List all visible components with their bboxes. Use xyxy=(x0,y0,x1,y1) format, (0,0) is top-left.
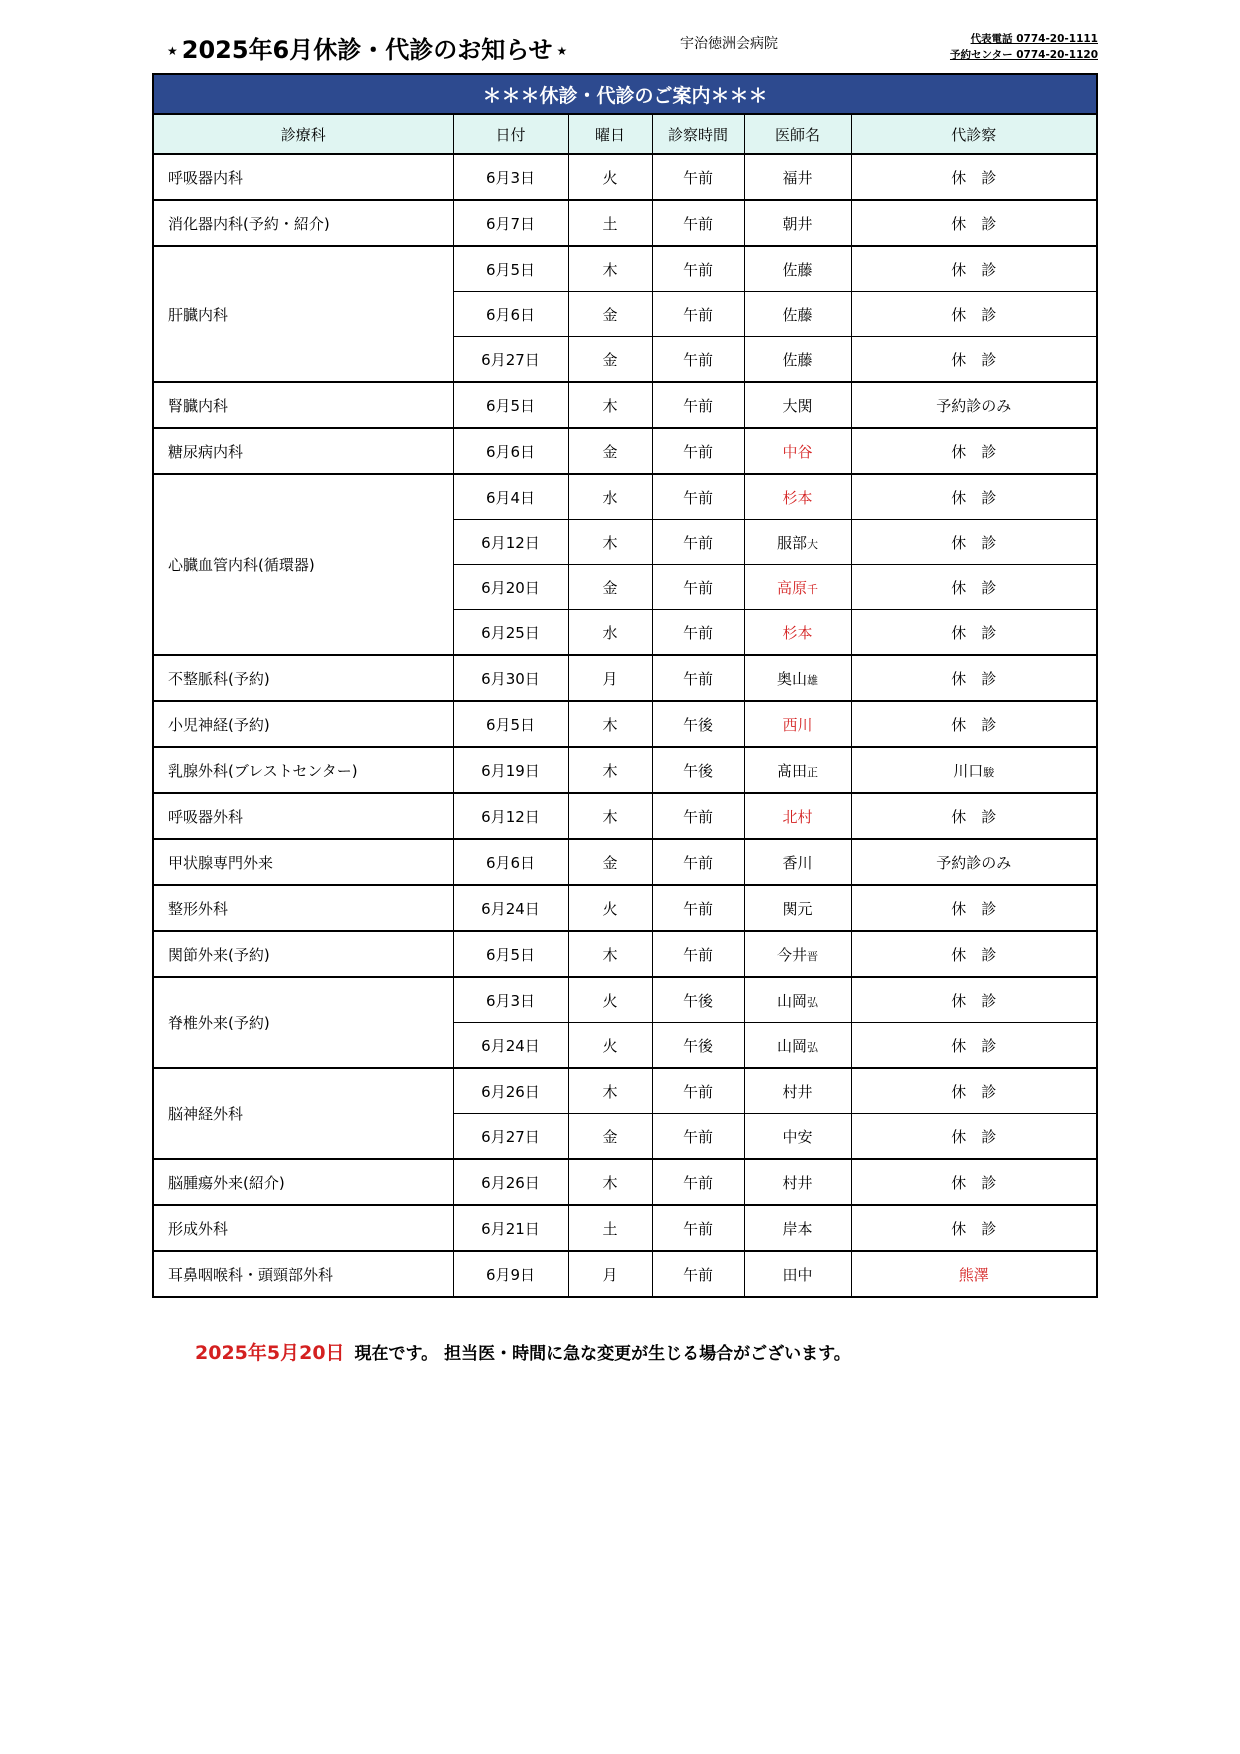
table-row xyxy=(153,154,1097,200)
time-cell: 午前 xyxy=(652,520,744,565)
doctor-cell xyxy=(744,1023,851,1069)
doctor-cell xyxy=(744,701,851,747)
doctor-cell xyxy=(744,793,851,839)
department-cell: 消化器内科(予約・紹介) xyxy=(153,200,453,246)
substitute-text: 予約診のみ xyxy=(936,853,1012,872)
doctor-cell xyxy=(744,292,851,337)
date-cell: 6月6日 xyxy=(453,839,568,885)
department-cell: 乳腺外科(ブレストセンター) xyxy=(153,747,453,793)
substitute-text: 休 診 xyxy=(951,533,997,552)
doctor-cell xyxy=(744,382,851,428)
time-cell: 午前 xyxy=(652,474,744,520)
time-cell: 午前 xyxy=(652,1068,744,1114)
department-cell: 脳腫瘍外来(紹介) xyxy=(153,1159,453,1205)
substitute-cell xyxy=(851,382,1097,428)
doctor-name: 中安 xyxy=(782,1127,813,1146)
table-row xyxy=(153,382,1097,428)
date-cell: 6月5日 xyxy=(453,246,568,292)
doctor-name: 山岡 xyxy=(776,991,807,1010)
time-cell: 午前 xyxy=(652,292,744,337)
substitute-text: 休 診 xyxy=(951,488,997,507)
date-cell: 6月30日 xyxy=(453,655,568,701)
footer-text: 現在です。 担当医・時間に急な変更が生じる場合がございます。 xyxy=(354,1344,851,1364)
date-cell: 6月27日 xyxy=(453,1114,568,1160)
table-row xyxy=(153,655,1097,701)
date-cell: 6月20日 xyxy=(453,565,568,610)
day-cell: 木 xyxy=(568,931,652,977)
day-cell: 水 xyxy=(568,610,652,656)
substitute-text: 休 診 xyxy=(951,623,997,642)
table-row xyxy=(153,246,1097,292)
date-cell: 6月6日 xyxy=(453,292,568,337)
day-cell: 木 xyxy=(568,520,652,565)
date-cell: 6月19日 xyxy=(453,747,568,793)
day-cell: 水 xyxy=(568,474,652,520)
time-cell: 午後 xyxy=(652,701,744,747)
substitute-cell xyxy=(851,931,1097,977)
date-cell: 6月12日 xyxy=(453,793,568,839)
substitute-text: 川口 xyxy=(953,761,984,780)
day-cell: 火 xyxy=(568,977,652,1023)
time-cell: 午前 xyxy=(652,1159,744,1205)
doctor-name: 高原 xyxy=(776,578,807,597)
department-cell: 小児神経(予約) xyxy=(153,701,453,747)
column-header: 診療科 xyxy=(153,114,453,154)
doctor-name: 佐藤 xyxy=(782,350,813,369)
time-cell: 午前 xyxy=(652,839,744,885)
substitute-text: 休 診 xyxy=(951,715,997,734)
doctor-name: 村井 xyxy=(782,1082,813,1101)
doctor-name: 北村 xyxy=(782,807,813,826)
time-cell: 午前 xyxy=(652,931,744,977)
department-cell: 耳鼻咽喉科・頭頸部外科 xyxy=(153,1251,453,1297)
phone-main: 代表電話 0774-20-1111 xyxy=(970,33,1098,45)
substitute-text: 熊澤 xyxy=(958,1265,989,1284)
doctor-cell xyxy=(744,154,851,200)
doctor-cell xyxy=(744,610,851,656)
table-row xyxy=(153,1068,1097,1114)
date-cell: 6月6日 xyxy=(453,428,568,474)
column-header: 診察時間 xyxy=(652,114,744,154)
substitute-text: 休 診 xyxy=(951,168,997,187)
substitute-text: 休 診 xyxy=(951,214,997,233)
schedule-table xyxy=(152,73,1098,1298)
substitute-cell xyxy=(851,565,1097,610)
substitute-cell xyxy=(851,292,1097,337)
department-cell: 脊椎外来(予約) xyxy=(153,977,453,1068)
substitute-cell xyxy=(851,1205,1097,1251)
department-cell: 形成外科 xyxy=(153,1205,453,1251)
table-row xyxy=(153,1251,1097,1297)
doctor-cell xyxy=(744,885,851,931)
date-cell: 6月7日 xyxy=(453,200,568,246)
time-cell: 午前 xyxy=(652,200,744,246)
substitute-text: 休 診 xyxy=(951,442,997,461)
department-cell: 呼吸器外科 xyxy=(153,793,453,839)
day-cell: 金 xyxy=(568,565,652,610)
department-cell: 不整脈科(予約) xyxy=(153,655,453,701)
department-cell: 心臓血管内科(循環器) xyxy=(153,474,453,655)
substitute-cell xyxy=(851,1159,1097,1205)
time-cell: 午前 xyxy=(652,885,744,931)
doctor-cell xyxy=(744,839,851,885)
table-row xyxy=(153,839,1097,885)
doctor-cell xyxy=(744,931,851,977)
day-cell: 金 xyxy=(568,1114,652,1160)
table-row xyxy=(153,428,1097,474)
substitute-text: 休 診 xyxy=(951,1127,997,1146)
day-cell: 金 xyxy=(568,292,652,337)
date-cell: 6月27日 xyxy=(453,337,568,383)
day-cell: 金 xyxy=(568,428,652,474)
date-cell: 6月3日 xyxy=(453,154,568,200)
time-cell: 午前 xyxy=(652,246,744,292)
substitute-text: 休 診 xyxy=(951,578,997,597)
time-cell: 午前 xyxy=(652,1251,744,1297)
substitute-text: 休 診 xyxy=(951,1082,997,1101)
substitute-text: 休 診 xyxy=(951,1036,997,1055)
department-cell: 関節外来(予約) xyxy=(153,931,453,977)
substitute-text: 休 診 xyxy=(951,899,997,918)
department-cell: 脳神経外科 xyxy=(153,1068,453,1159)
doctor-name: 杉本 xyxy=(782,623,813,642)
table-row xyxy=(153,793,1097,839)
date-cell: 6月21日 xyxy=(453,1205,568,1251)
doctor-cell xyxy=(744,200,851,246)
substitute-text: 休 診 xyxy=(951,1173,997,1192)
substitute-cell xyxy=(851,701,1097,747)
day-cell: 火 xyxy=(568,1023,652,1069)
substitute-text: 休 診 xyxy=(951,991,997,1010)
doctor-cell xyxy=(744,1205,851,1251)
doctor-name: 奥山 xyxy=(776,669,807,688)
day-cell: 木 xyxy=(568,793,652,839)
day-cell: 木 xyxy=(568,1068,652,1114)
day-cell: 木 xyxy=(568,747,652,793)
substitute-cell xyxy=(851,154,1097,200)
doctor-cell xyxy=(744,655,851,701)
time-cell: 午前 xyxy=(652,1205,744,1251)
time-cell: 午前 xyxy=(652,793,744,839)
substitute-cell xyxy=(851,885,1097,931)
doctor-initial: 千 xyxy=(807,582,818,596)
table-banner: ＊＊＊休診・代診のご案内＊＊＊ xyxy=(153,74,1097,114)
substitute-cell xyxy=(851,474,1097,520)
day-cell: 火 xyxy=(568,154,652,200)
table-row xyxy=(153,200,1097,246)
time-cell: 午後 xyxy=(652,977,744,1023)
doctor-name: 岸本 xyxy=(782,1219,813,1238)
day-cell: 木 xyxy=(568,701,652,747)
day-cell: 木 xyxy=(568,246,652,292)
doctor-cell xyxy=(744,1068,851,1114)
substitute-initial: 駿 xyxy=(983,765,995,779)
date-cell: 6月25日 xyxy=(453,610,568,656)
doctor-name: 服部 xyxy=(776,533,807,552)
date-cell: 6月3日 xyxy=(453,977,568,1023)
substitute-cell xyxy=(851,428,1097,474)
substitute-text: 予約診のみ xyxy=(936,396,1012,415)
phone-reserve: 予約センター 0774-20-1120 xyxy=(949,49,1098,61)
footer-note xyxy=(195,1338,851,1365)
date-cell: 6月4日 xyxy=(453,474,568,520)
department-cell: 呼吸器内科 xyxy=(153,154,453,200)
substitute-cell xyxy=(851,337,1097,383)
hospital-name: 宇治徳洲会病院 xyxy=(680,36,778,52)
doctor-cell xyxy=(744,474,851,520)
header-row xyxy=(153,114,1097,154)
date-cell: 6月9日 xyxy=(453,1251,568,1297)
time-cell: 午後 xyxy=(652,747,744,793)
table-body xyxy=(153,154,1097,1297)
day-cell: 木 xyxy=(568,382,652,428)
substitute-cell xyxy=(851,747,1097,793)
day-cell: 月 xyxy=(568,655,652,701)
substitute-cell xyxy=(851,793,1097,839)
department-cell: 甲状腺専門外来 xyxy=(153,839,453,885)
table-row xyxy=(153,747,1097,793)
substitute-cell xyxy=(851,610,1097,656)
day-cell: 金 xyxy=(568,337,652,383)
substitute-text: 休 診 xyxy=(951,807,997,826)
doctor-cell xyxy=(744,565,851,610)
doctor-initial: 弘 xyxy=(807,995,818,1009)
substitute-text: 休 診 xyxy=(951,260,997,279)
day-cell: 月 xyxy=(568,1251,652,1297)
doctor-cell xyxy=(744,246,851,292)
doctor-cell xyxy=(744,1159,851,1205)
doctor-name: 佐藤 xyxy=(782,260,813,279)
table-row xyxy=(153,474,1097,520)
doctor-initial: 雄 xyxy=(807,673,818,687)
department-cell: 糖尿病内科 xyxy=(153,428,453,474)
date-cell: 6月5日 xyxy=(453,382,568,428)
day-cell: 木 xyxy=(568,1159,652,1205)
table-row xyxy=(153,701,1097,747)
doctor-name: 朝井 xyxy=(782,214,813,233)
day-cell: 火 xyxy=(568,885,652,931)
doctor-cell xyxy=(744,977,851,1023)
star-icon: ★ xyxy=(167,44,178,58)
doctor-name: 田中 xyxy=(782,1265,813,1284)
doctor-cell xyxy=(744,520,851,565)
date-cell: 6月24日 xyxy=(453,1023,568,1069)
time-cell: 午前 xyxy=(652,154,744,200)
substitute-text: 休 診 xyxy=(951,350,997,369)
department-cell: 腎臓内科 xyxy=(153,382,453,428)
footer-date: 2025年5月20日 xyxy=(195,1342,345,1364)
doctor-name: 香川 xyxy=(782,853,813,872)
department-cell: 整形外科 xyxy=(153,885,453,931)
time-cell: 午前 xyxy=(652,382,744,428)
time-cell: 午前 xyxy=(652,610,744,656)
doctor-cell xyxy=(744,1114,851,1160)
substitute-cell xyxy=(851,1114,1097,1160)
doctor-initial: 晋 xyxy=(807,949,818,963)
phone-numbers xyxy=(950,31,1098,63)
doctor-name: 佐藤 xyxy=(782,305,813,324)
substitute-text: 休 診 xyxy=(951,945,997,964)
doctor-name: 杉本 xyxy=(782,488,813,507)
date-cell: 6月26日 xyxy=(453,1068,568,1114)
time-cell: 午前 xyxy=(652,428,744,474)
table-row xyxy=(153,931,1097,977)
title-text: 2025年6月休診・代診のお知らせ xyxy=(181,36,553,64)
doctor-cell xyxy=(744,1251,851,1297)
substitute-cell xyxy=(851,839,1097,885)
time-cell: 午前 xyxy=(652,337,744,383)
doctor-name: 西川 xyxy=(782,715,813,734)
date-cell: 6月12日 xyxy=(453,520,568,565)
doctor-name: 山岡 xyxy=(776,1036,807,1055)
doctor-name: 大関 xyxy=(782,396,813,415)
doctor-initial: 弘 xyxy=(807,1040,818,1054)
day-cell: 金 xyxy=(568,839,652,885)
time-cell: 午前 xyxy=(652,655,744,701)
doctor-name: 村井 xyxy=(782,1173,813,1192)
column-header: 日付 xyxy=(453,114,568,154)
table-row xyxy=(153,1159,1097,1205)
column-header: 曜日 xyxy=(568,114,652,154)
department-cell: 肝臓内科 xyxy=(153,246,453,382)
substitute-cell xyxy=(851,246,1097,292)
table-row xyxy=(153,885,1097,931)
substitute-text: 休 診 xyxy=(951,1219,997,1238)
column-header: 医師名 xyxy=(744,114,851,154)
substitute-text: 休 診 xyxy=(951,305,997,324)
substitute-cell xyxy=(851,200,1097,246)
doctor-name: 今井 xyxy=(776,945,807,964)
doctor-name: 福井 xyxy=(782,168,813,187)
doctor-initial: 正 xyxy=(807,765,818,779)
date-cell: 6月26日 xyxy=(453,1159,568,1205)
substitute-cell xyxy=(851,520,1097,565)
substitute-cell xyxy=(851,1068,1097,1114)
substitute-text: 休 診 xyxy=(951,669,997,688)
time-cell: 午後 xyxy=(652,1023,744,1069)
doctor-cell xyxy=(744,747,851,793)
page-title xyxy=(163,30,571,65)
doctor-name: 中谷 xyxy=(782,442,813,461)
substitute-cell xyxy=(851,1251,1097,1297)
table-row xyxy=(153,977,1097,1023)
time-cell: 午前 xyxy=(652,565,744,610)
day-cell: 土 xyxy=(568,1205,652,1251)
day-cell: 土 xyxy=(568,200,652,246)
table-row xyxy=(153,1205,1097,1251)
time-cell: 午前 xyxy=(652,1114,744,1160)
doctor-name: 関元 xyxy=(782,899,813,918)
column-header: 代診察 xyxy=(851,114,1097,154)
doctor-initial: 大 xyxy=(807,537,818,551)
substitute-cell xyxy=(851,1023,1097,1069)
substitute-cell xyxy=(851,977,1097,1023)
date-cell: 6月5日 xyxy=(453,701,568,747)
date-cell: 6月24日 xyxy=(453,885,568,931)
substitute-cell xyxy=(851,655,1097,701)
star-icon: ★ xyxy=(556,44,568,58)
doctor-cell xyxy=(744,337,851,383)
date-cell: 6月5日 xyxy=(453,931,568,977)
doctor-cell xyxy=(744,428,851,474)
doctor-name: 髙田 xyxy=(776,761,807,780)
